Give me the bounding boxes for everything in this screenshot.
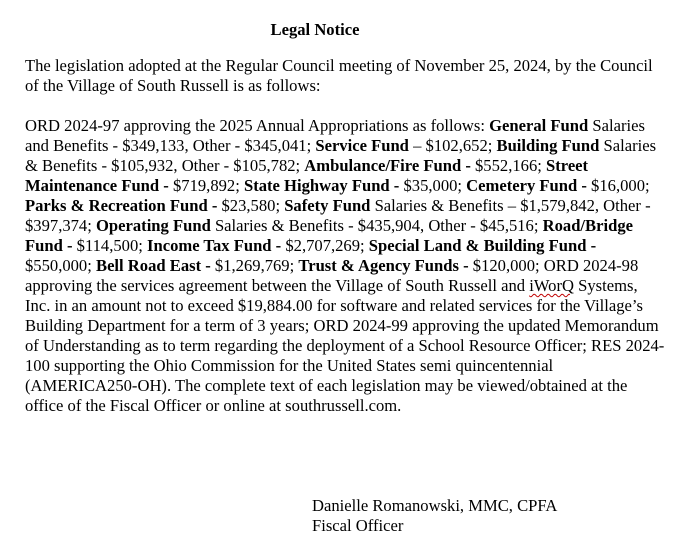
text-run: $2,707,269; (281, 236, 369, 255)
text-run: $120,000; ORD 2024-98 approving the services agreement between the Village of South Russell and (25, 256, 639, 295)
text-run: Systems, Inc. in an amount not to exceed $19,884.00 for software and related services for the Village’s Building Department for a term of 3 years; ORD 2024-99 approving the updated Memorandum of Understanding as to term regarding the deployment of a School Resource Officer; RES 2024-100 supporting the Ohio Commission for the United States semi quincentennial (AMERICA250-OH). The complete text of each legislation may be viewed/obtained at the office of the Fiscal Officer or online at southrussell.com. (25, 276, 665, 415)
legislation-paragraph (25, 116, 665, 416)
signature-name: Danielle Romanowski, MMC, CPFA (312, 496, 558, 515)
fund-name: Ambulance/Fire Fund - (304, 156, 471, 175)
fund-name: State Highway Fund - (243, 176, 400, 195)
fund-name: Trust & Agency Funds - (298, 256, 469, 275)
text-run: $114,500; (72, 236, 148, 255)
text-run: Salaries & Benefits - $105,932, Other - $105,782; (25, 136, 657, 175)
signature-block (312, 496, 557, 536)
fund-name: Cemetery Fund - (466, 176, 587, 195)
text-run: Salaries & Benefits – $1,579,842, Other - $397,374; (25, 196, 651, 235)
text-run: $16,000; (586, 176, 650, 195)
fund-name: Income Tax Fund - (147, 236, 282, 255)
text-run: Salaries and Benefits - $349,133, Other - $345,041; (25, 116, 645, 155)
text-run: iWorQ (529, 276, 574, 295)
signature-role: Fiscal Officer (312, 516, 404, 535)
notice-title: Legal Notice (270, 20, 360, 39)
text-run: – $102,652; (408, 136, 497, 155)
fund-name: General Fund (489, 116, 589, 135)
fund-name: Road/Bridge Fund - (25, 216, 633, 255)
text-run: ORD 2024-97 approving the 2025 Annual Appropriations as follows: (25, 116, 490, 135)
fund-name: Street Maintenance Fund - (25, 156, 589, 195)
text-run: $1,269,769; (210, 256, 299, 275)
fund-name: Bell Road East - (96, 256, 211, 275)
text-run: $550,000; (25, 256, 96, 275)
text-run: Salaries & Benefits - $435,904, Other - $45,516; (210, 216, 543, 235)
fund-name: Service Fund (315, 136, 409, 155)
text-run: $35,000; (399, 176, 467, 195)
fund-name: Operating Fund (96, 216, 211, 235)
notice-intro: The legislation adopted at the Regular Council meeting of November 25, 2024, by the Council of the Village of South Russell is as follows: (25, 56, 653, 95)
text-run: $23,580; (217, 196, 285, 215)
fund-name: Parks & Recreation Fund - (25, 196, 218, 215)
text-run: $552,166; (470, 156, 546, 175)
text-run: $719,892; (168, 176, 244, 195)
fund-name: Special Land & Building Fund - (368, 236, 597, 255)
fund-name: Building Fund (496, 136, 600, 155)
fund-name: Safety Fund (284, 196, 371, 215)
